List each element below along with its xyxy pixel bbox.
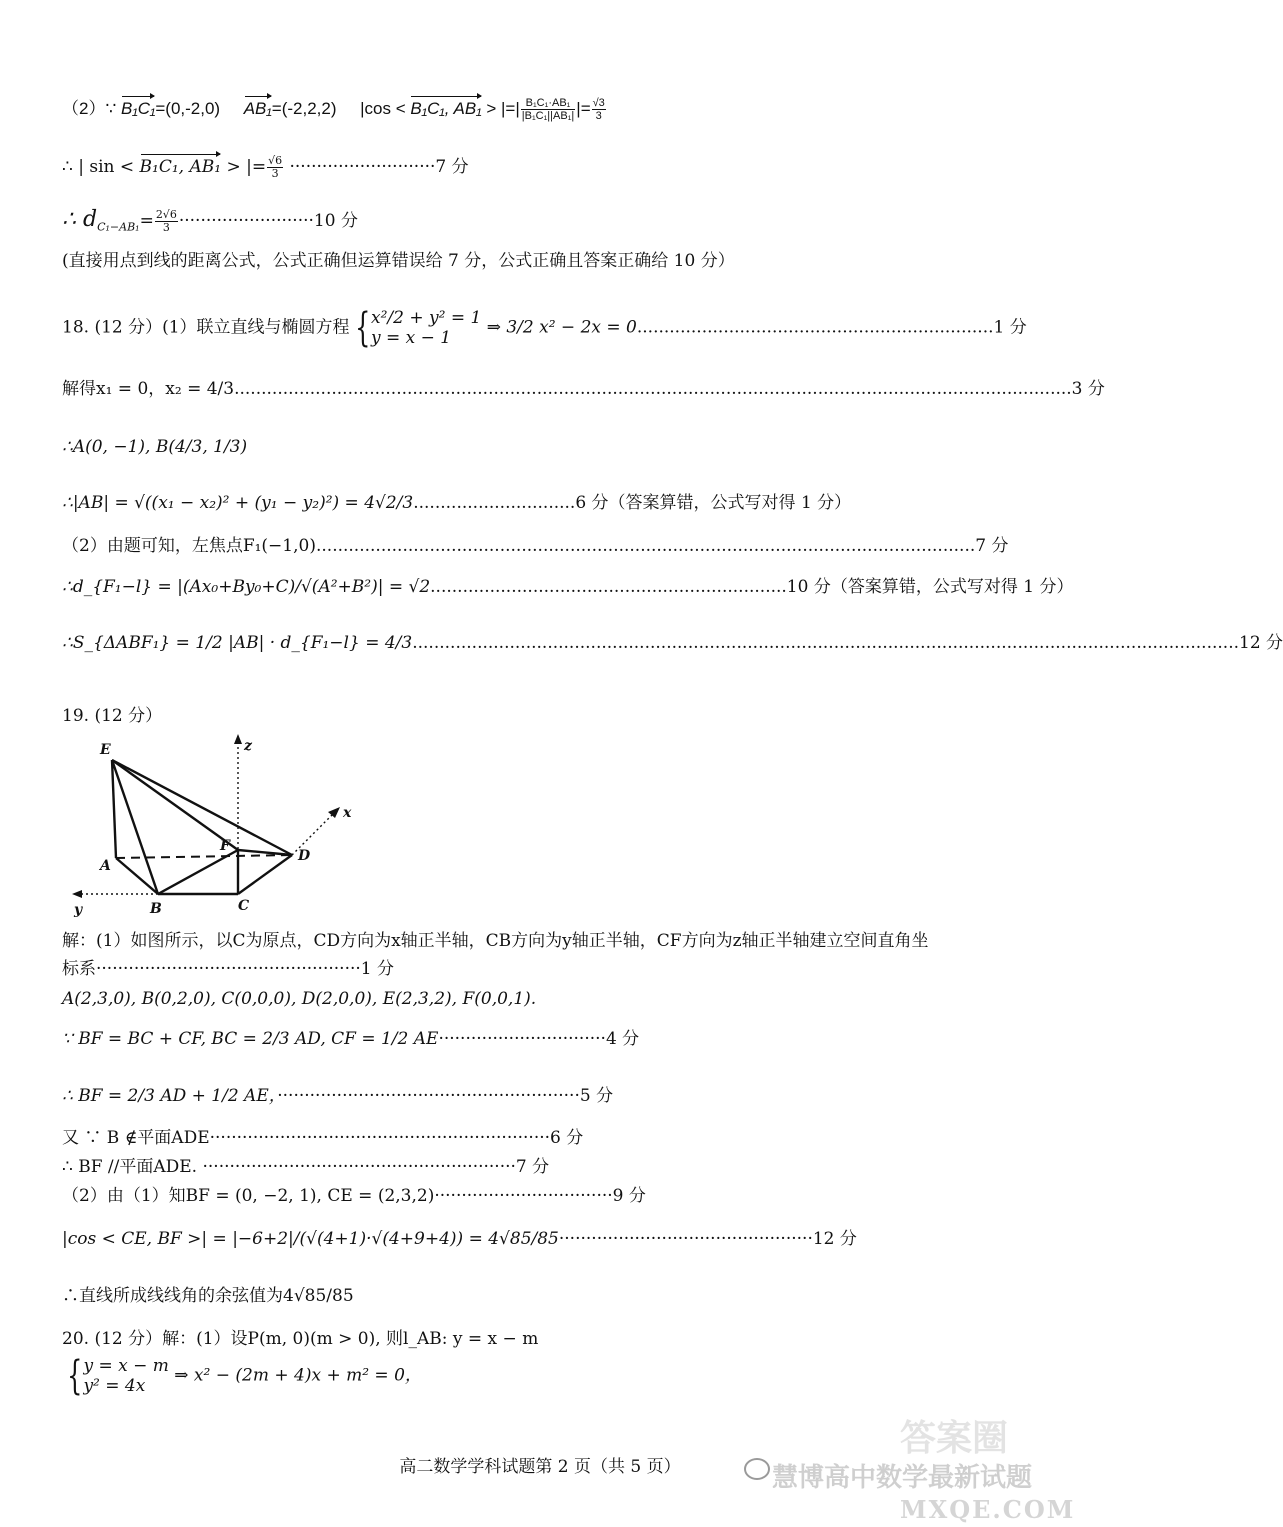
q19-cos: |cos < CE, BF >| = |−6+2|/(√(4+1)·√(4+9+4)) = 4√85/85: [62, 1229, 559, 1249]
q19-score12: ···············································12 分: [558, 1229, 857, 1249]
p17-eq1: =(0,-2,0): [155, 99, 221, 118]
cos-num: B₁C₁·AB₁: [521, 97, 576, 110]
q18-lead: 18. (12 分）(1）联立直线与椭圆方程: [62, 317, 350, 338]
q18-score5: ..........................................................................................................................7 分: [315, 536, 1009, 556]
label-y: y: [74, 902, 83, 918]
watermark-logo: 答案圈: [900, 1417, 1009, 1459]
q19-coords: A(2,3,0), B(0,2,0), C(0,0,0), D(2,0,0), E(2,3,2), F(0,0,1).: [62, 989, 537, 1009]
cos-value: [592, 97, 606, 122]
p17-lead: （2）∵: [62, 99, 117, 118]
q18-score7: .........................................................................................................................................................12 分: [412, 633, 1283, 653]
q18-line4: [62, 492, 851, 514]
cos-den: |B₁C₁||AB₁|: [521, 110, 575, 123]
p17-dist-line: [62, 209, 358, 238]
vector-ab1: AB₁: [244, 95, 272, 120]
watermark-text: 慧博高中数学最新试题: [772, 1463, 1033, 1493]
p17-note: (直接用点到线的距离公式，公式正确但运算错误给 7 分，公式正确且答案正确给 10 分）: [62, 251, 735, 271]
cos-label: |cos <: [360, 99, 406, 118]
q18-score6: ..................................................................10 分（答案算错，公式写对得 1 分）: [430, 577, 1074, 597]
q19-l7: [62, 1156, 549, 1178]
z-arrow-icon: [234, 734, 242, 744]
wechat-icon: [744, 1458, 770, 1480]
q18-line3: ∴A(0, −1), B(4/3, 1/3): [62, 437, 248, 457]
q18-sys1: x²/2 + y² = 1: [371, 308, 482, 328]
label-F: F: [220, 838, 230, 854]
label-C: C: [238, 898, 250, 914]
dist-eq: =: [139, 211, 154, 231]
sin-score: ···························7 分: [289, 157, 469, 177]
brace-icon: {: [67, 1353, 83, 1399]
dist-score: ·························10 分: [178, 211, 358, 231]
p17-part2-line: [62, 95, 607, 122]
q18-system: [371, 308, 481, 348]
q19-title: 19. (12 分）: [62, 706, 163, 726]
sin-lead: ∴ | sin <: [62, 157, 135, 177]
q18-distance: ∴d_{F₁−l} = |(Ax₀+By₀+C)/√(A²+B²)| = √2: [62, 577, 431, 597]
q19-score4: ·······························4 分: [438, 1029, 640, 1049]
brace-icon: {: [354, 305, 370, 351]
q19-l9: [62, 1228, 857, 1250]
q18-focus: （2）由题可知，左焦点F₁(−1,0): [62, 536, 316, 556]
label-x: x: [343, 805, 352, 821]
geometry-figure: [60, 730, 380, 920]
q18-line6: [62, 576, 1073, 598]
p17-sin-line: [62, 153, 469, 180]
q19-bf-expr: ∴ BF = 2/3 AD + 1/2 AE，: [62, 1086, 278, 1106]
edge-CD: [238, 855, 292, 894]
label-D: D: [298, 848, 311, 864]
cos-value-num: √3: [592, 97, 605, 110]
label-E: E: [100, 742, 111, 758]
q18-score2: ...........................................................................................................................................................3 分: [234, 379, 1105, 399]
label-B: B: [150, 901, 162, 917]
q18-sys2: y = x − 1: [371, 328, 452, 348]
q20-l2: [62, 1353, 422, 1399]
q19-vector-sum: ∵ BF = BC + CF, BC = 2/3 AD, CF = 1/2 AE: [62, 1029, 439, 1049]
page-footer: 高二数学学科试题第 2 页（共 5 页）: [399, 1457, 681, 1477]
q18-score1: ..................................................................1 分: [636, 317, 1027, 338]
cos-fraction: [521, 97, 576, 122]
q18-line5: [62, 535, 1008, 557]
q19-vectors: （2）由（1）知BF = (0, −2, 1), CE = (2,3,2): [62, 1186, 435, 1206]
q19-l4: [62, 1028, 639, 1050]
q19-sol1a: 解：(1）如图所示，以C为原点，CD方向为x轴正半轴，CB方向为y轴正半轴，CF方向为z轴正半轴建立空间直角坐: [62, 931, 929, 951]
q19-l5: [62, 1085, 613, 1107]
watermark-site: MXQE.COM: [900, 1495, 1076, 1524]
edge-AD-hidden: [116, 855, 292, 858]
q19-l10: ∴直线所成线线角的余弦值为4√85/85: [62, 1286, 354, 1306]
label-z: z: [244, 738, 252, 754]
edge-EA: [112, 760, 116, 858]
q20-system: [83, 1356, 168, 1396]
x-arrow-icon: [328, 807, 340, 818]
sin-vectors: B₁C₁, AB₁: [140, 153, 222, 178]
q20-l1: 20. (12 分）解：(1）设P(m, 0)(m > 0), 则l_AB: y = x − m: [62, 1329, 539, 1349]
edge-EF: [112, 760, 238, 850]
q18-result: ⇒ 3/2 x² − 2x = 0: [486, 317, 637, 338]
dist-sub: C₁−AB₁: [97, 220, 140, 234]
q19-l6: [62, 1127, 583, 1149]
q20-quadratic: ⇒ x² − (2m + 4)x + m² = 0，: [174, 1365, 422, 1386]
dist-lead: ∴ d: [62, 207, 98, 232]
cos-eq: > |=|: [486, 99, 520, 118]
q19-parallel: ∴ BF //平面ADE.: [62, 1157, 203, 1177]
sin-den: 3: [271, 167, 279, 180]
q19-sol1b: 标系·················································1 分: [62, 959, 395, 979]
y-arrow-icon: [72, 890, 82, 898]
q18-roots: 解得x₁ = 0，x₂ = 4/3: [62, 379, 235, 399]
q18-area: ∴S_{ΔABF₁} = 1/2 |AB| · d_{F₁−l} = 4/3: [62, 633, 413, 653]
dist-value: [155, 209, 178, 234]
q20-sys2: y² = 4x: [83, 1376, 146, 1396]
q19-score5: ························································5 分: [277, 1086, 614, 1106]
label-A: A: [100, 858, 111, 874]
sin-value: [267, 155, 283, 180]
cos-value-den: 3: [595, 110, 602, 123]
cos-vectors: B₁C₁, AB₁: [410, 95, 481, 120]
q18-line2: [62, 378, 1105, 400]
sin-eq: > |=: [226, 157, 267, 177]
q19-b-not-in-plane: 又 ∵ B ∉平面ADE: [62, 1128, 210, 1148]
cos-eq2: |=: [576, 99, 591, 118]
q18-ab-length: ∴|AB| = √((x₁ − x₂)² + (y₁ − y₂)²) = 4√2/3: [62, 493, 414, 513]
q18-line7: [62, 632, 1283, 654]
dist-num: 2√6: [155, 208, 177, 221]
q19-score6: ·······························································6 分: [209, 1128, 584, 1148]
p17-eq2: =(-2,2,2): [271, 99, 337, 118]
q20-sys1: y = x − m: [83, 1356, 169, 1376]
dist-den: 3: [162, 221, 170, 234]
sin-num: √6: [268, 154, 283, 167]
q19-l8: [62, 1185, 646, 1207]
q19-score7: ··························································7 分: [202, 1157, 550, 1177]
vector-b1c1: B₁C₁: [121, 95, 155, 120]
q18-score4: ..............................6 分（答案算错，公式写对得 1 分）: [413, 493, 852, 513]
q18-line1: [62, 305, 1027, 351]
q19-score9: ·································9 分: [434, 1186, 646, 1206]
